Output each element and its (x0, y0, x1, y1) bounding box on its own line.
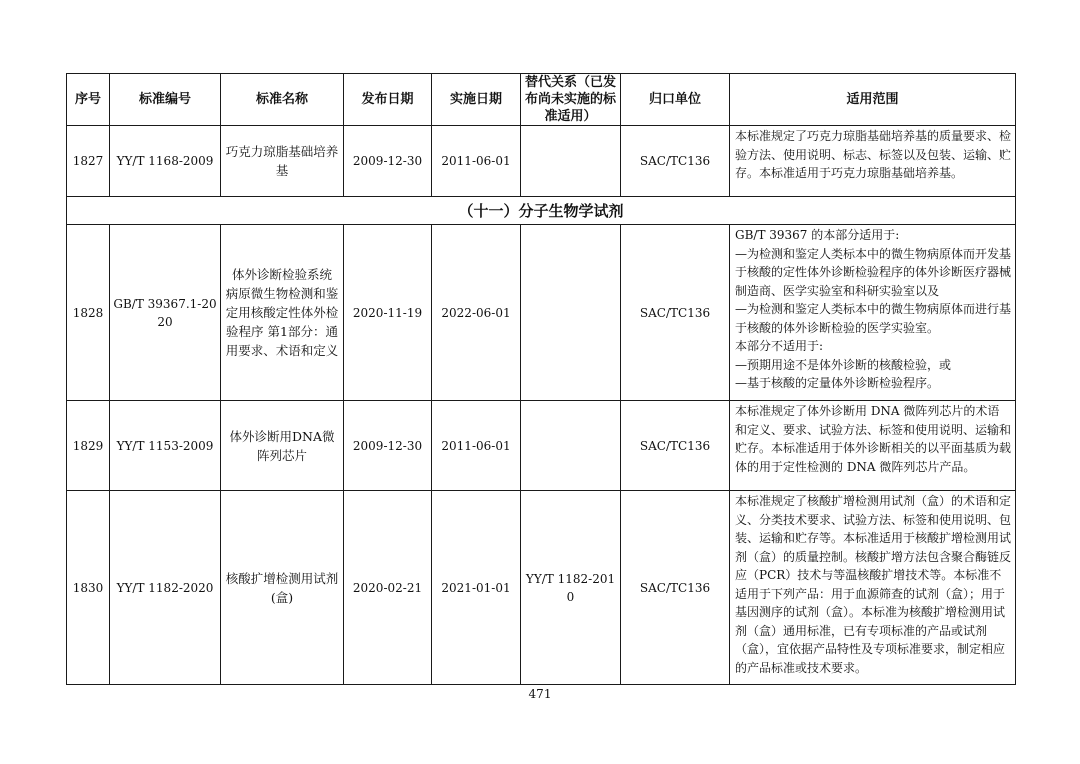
table-row (67, 401, 1016, 491)
section-row (67, 197, 1016, 225)
row-scope: 本标准规定了体外诊断用 DNA 微阵列芯片的术语和定义、要求、试验方法、标签和使用说明、运输和贮存。本标准适用于体外诊断相关的以平面基质为载体的用于定性检测的 DNA 微阵列芯片产品。 (730, 401, 1016, 491)
row-unit: SAC/TC136 (621, 126, 730, 197)
row-publish-date: 2020-02-21 (344, 491, 432, 685)
section-title: （十一）分子生物学试剂 (67, 197, 1016, 225)
row-scope: 本标准规定了核酸扩增检测用试剂（盒）的术语和定义、分类技术要求、试验方法、标签和使用说明、包装、运输和贮存等。本标准适用于核酸扩增检测用试剂（盒）的质量控制。核酸扩增方法包含聚合酶链反应（PCR）技术与等温核酸扩增技术等。本标准不适用于下列产品：用于血源筛查的试剂（盒）；用于基因测序的试剂（盒）。本标准为核酸扩增检测用试剂（盒）通用标准，已有专项标准的产品或试剂（盒），宜依据产品特性及专项标准要求，制定相应的产品标准或技术要求。 (730, 491, 1016, 685)
standards-table (66, 73, 1016, 685)
row-unit: SAC/TC136 (621, 225, 730, 401)
scope-line: —基于核酸的定量体外诊断检验程序。 (735, 376, 940, 390)
row-name: 核酸扩增检测用试剂(盒) (221, 491, 344, 685)
header-code: 标准编号 (110, 74, 221, 126)
row-unit: SAC/TC136 (621, 491, 730, 685)
scope-line: —预期用途不是体外诊断的核酸检验，或 (735, 357, 952, 372)
header-name: 标准名称 (221, 74, 344, 126)
row-replaces (521, 401, 621, 491)
row-replaces (521, 126, 621, 197)
header-no: 序号 (67, 74, 110, 126)
header-publish-date: 发布日期 (344, 74, 432, 126)
row-no: 1829 (67, 401, 110, 491)
row-publish-date: 2009-12-30 (344, 401, 432, 491)
row-unit: SAC/TC136 (621, 401, 730, 491)
header-scope: 适用范围 (730, 74, 1016, 126)
row-effective-date: 2022-06-01 (432, 225, 521, 401)
row-scope: 本标准规定了巧克力琼脂基础培养基的质量要求、检验方法、使用说明、标志、标签以及包装、运输、贮存。本标准适用于巧克力琼脂基础培养基。 (730, 126, 1016, 197)
header-effective-date: 实施日期 (432, 74, 521, 126)
table-row (67, 491, 1016, 685)
scope-line: GB/T 39367 的本部分适用于: (735, 228, 900, 242)
header-row (67, 74, 1016, 126)
row-code: GB/T 39367.1-2020 (110, 225, 221, 401)
scope-line: —为检测和鉴定人类标本中的微生物病原体而开发基于核酸的定性体外诊断检验程序的体外诊断医疗器械制造商、医学实验室和科研实验室以及 (735, 246, 1012, 298)
row-name: 体外诊断用DNA微阵列芯片 (221, 401, 344, 491)
row-scope (730, 225, 1016, 401)
header-replaces: 替代关系（已发布尚未实施的标准适用） (521, 74, 621, 126)
row-replaces: YY/T 1182-2010 (521, 491, 621, 685)
row-no: 1830 (67, 491, 110, 685)
row-name: 体外诊断检验系统 病原微生物检测和鉴定用核酸定性体外检验程序 第1部分：通用要求、术语和定义 (221, 225, 344, 401)
table-row (67, 126, 1016, 197)
row-effective-date: 2011-06-01 (432, 126, 521, 197)
row-publish-date: 2020-11-19 (344, 225, 432, 401)
page-number: 471 (528, 687, 552, 701)
row-no: 1828 (67, 225, 110, 401)
row-publish-date: 2009-12-30 (344, 126, 432, 197)
scope-line: 本部分不适用于: (735, 339, 824, 353)
row-effective-date: 2021-01-01 (432, 491, 521, 685)
row-replaces (521, 225, 621, 401)
table-row (67, 225, 1016, 401)
row-effective-date: 2011-06-01 (432, 401, 521, 491)
header-unit: 归口单位 (621, 74, 730, 126)
row-code: YY/T 1168-2009 (110, 126, 221, 197)
scope-line: —为检测和鉴定人类标本中的微生物病原体而进行基于核酸的体外诊断检验的医学实验室。 (735, 302, 1012, 335)
row-name: 巧克力琼脂基础培养基 (221, 126, 344, 197)
row-no: 1827 (67, 126, 110, 197)
row-code: YY/T 1153-2009 (110, 401, 221, 491)
row-code: YY/T 1182-2020 (110, 491, 221, 685)
